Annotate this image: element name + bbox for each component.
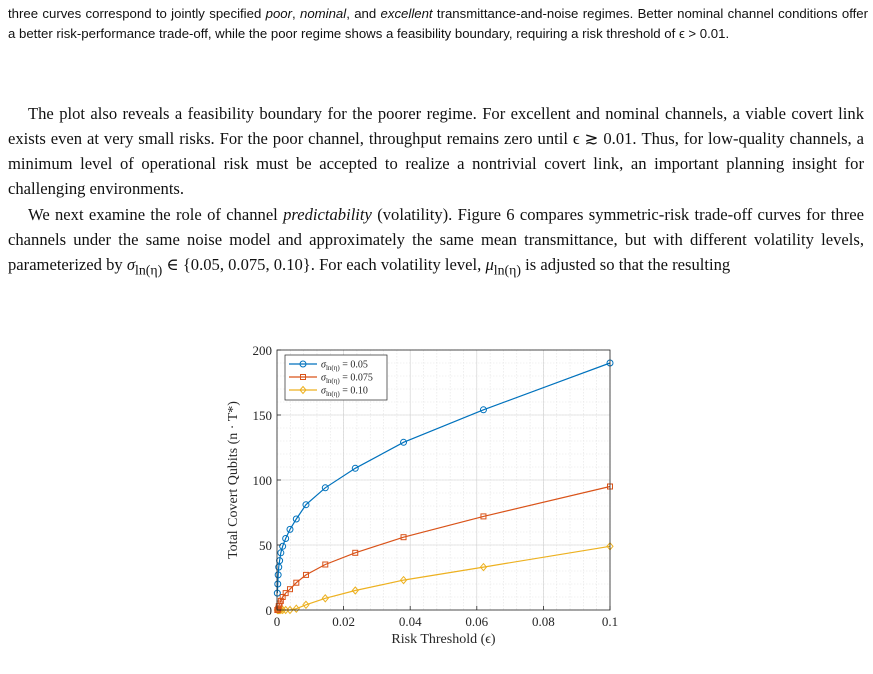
- paragraph-text: (volatility). Figure 6 compares symmetric-risk trade-off curves for three channels under the same noise model and approximately the same mean transmittance, but with different volatility levels, parameterized by: [8, 205, 864, 274]
- legend-symbol: σ: [321, 385, 326, 397]
- x-tick-label: 0.04: [398, 614, 422, 629]
- series-diamond: [274, 543, 613, 614]
- figure-6: [210, 335, 640, 655]
- sigma-subscript: ln(η): [135, 262, 163, 278]
- y-tick-label: 0: [265, 603, 272, 618]
- chart-legend: [285, 355, 387, 400]
- legend-value: = 0.05: [339, 359, 368, 371]
- caption-text: three curves correspond to jointly specified: [8, 6, 266, 21]
- series-square: [275, 484, 613, 613]
- paragraph-text: We next examine the role of channel: [28, 205, 284, 224]
- mu-subscript: ln(η): [493, 262, 521, 278]
- x-axis-label: Risk Threshold (ϵ): [391, 632, 496, 647]
- figure-caption: [8, 4, 868, 44]
- caption-text: transmittance-and-noise regimes. Better nominal channel conditions offer a better risk-performance trade-off, while the poor regime shows a feasibility boundary, requiring a risk threshold of: [8, 6, 869, 41]
- caption-term-excellent: excellent: [380, 6, 433, 21]
- series-line: [277, 546, 610, 610]
- x-tick-label: 0.08: [532, 614, 555, 629]
- emphasis-predictability: predictability: [283, 205, 372, 224]
- caption-separator: ,: [292, 6, 301, 21]
- body-paragraph-1: [8, 101, 864, 201]
- mu-symbol: μ: [485, 255, 494, 274]
- body-paragraph-2: [8, 202, 864, 282]
- legend-value: = 0.10: [339, 385, 368, 397]
- x-tick-label: 0.02: [332, 614, 355, 629]
- y-tick-label: 150: [252, 408, 272, 423]
- legend-symbol: σ: [321, 372, 326, 384]
- x-tick-label: 0.06: [465, 614, 489, 629]
- x-tick-label: 0.1: [601, 614, 619, 629]
- sigma-symbol: σ: [126, 255, 136, 274]
- paragraph-text: is adjusted so that the resulting: [520, 255, 731, 274]
- caption-condition: ϵ > 0.01.: [678, 26, 730, 41]
- legend-subscript: ln(η): [325, 377, 340, 385]
- paragraph-text: . Thus, for low-quality channels, a minimum level of operational risk must be accepted to realize a nontrivial covert link, an important planning insight for challenging environments.: [8, 129, 864, 198]
- y-tick-label: 100: [252, 473, 272, 488]
- paragraph-text: . For each volatility level,: [310, 255, 486, 274]
- caption-separator: , and: [346, 6, 381, 21]
- line-chart: [210, 335, 640, 655]
- caption-term-nominal: nominal: [300, 6, 347, 21]
- legend-subscript: ln(η): [325, 390, 340, 398]
- legend-value: = 0.075: [339, 372, 373, 384]
- y-tick-label: 200: [252, 343, 272, 358]
- legend-symbol: σ: [321, 359, 326, 371]
- y-axis-label: Total Covert Qubits (n · T*): [226, 401, 241, 559]
- legend-subscript: ln(η): [325, 364, 340, 372]
- paragraph-text: The plot also reveals a feasibility boundary for the poorer regime. For excellent and nominal channels, a viable covert link exists even at very small risks. For the poor channel, throughput remains zero until: [8, 104, 864, 148]
- series-line: [277, 487, 610, 611]
- volatility-set: ∈ {0.05, 0.075, 0.10}: [162, 255, 311, 274]
- risk-condition: ϵ ≳ 0.01: [572, 129, 633, 148]
- y-tick-label: 50: [259, 538, 272, 553]
- caption-term-poor: poor: [265, 6, 293, 21]
- x-tick-label: 0: [273, 614, 281, 629]
